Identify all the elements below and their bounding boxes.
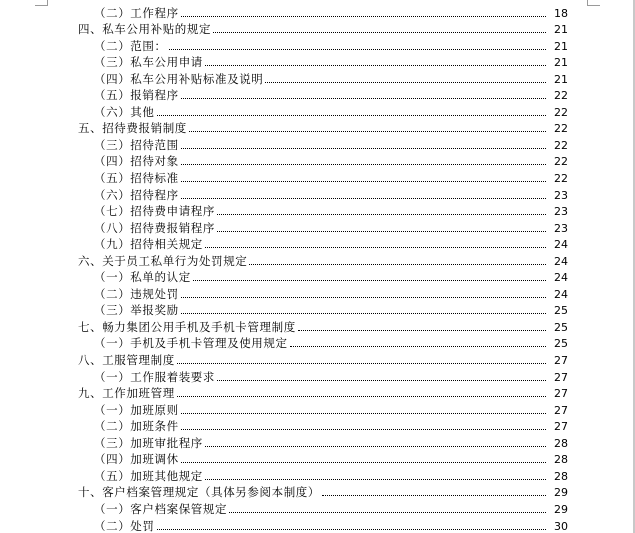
toc-entry[interactable] xyxy=(0,417,635,434)
toc-leader-dots xyxy=(217,367,546,381)
toc-entry[interactable] xyxy=(0,284,635,301)
toc-entry[interactable] xyxy=(0,3,635,20)
toc-entry[interactable] xyxy=(0,433,635,450)
toc-entry[interactable] xyxy=(0,516,635,533)
toc-entry-page: 21 xyxy=(554,39,568,53)
toc-entry-page: 29 xyxy=(554,502,568,516)
toc-entry-page: 27 xyxy=(554,370,568,384)
toc-leader-dots xyxy=(157,102,547,116)
toc-entry-label[interactable]: （三）私车公用申请 xyxy=(94,55,203,70)
toc-entry-label[interactable]: （二）范围： xyxy=(94,38,167,53)
toc-entry-page: 27 xyxy=(554,420,568,434)
toc-entry-page: 25 xyxy=(554,304,568,318)
toc-entry-page: 24 xyxy=(554,271,568,285)
toc-entry-page: 28 xyxy=(554,453,568,467)
toc-entry-label[interactable]: 十、客户档案管理规定（具体另参阅本制度） xyxy=(78,485,320,500)
toc-entry[interactable] xyxy=(0,36,635,53)
toc-entry[interactable] xyxy=(0,367,635,384)
toc-leader-dots xyxy=(181,416,546,430)
toc-entry[interactable] xyxy=(0,86,635,103)
toc-leader-dots xyxy=(177,383,546,397)
toc-entry[interactable] xyxy=(0,384,635,401)
toc-entry[interactable] xyxy=(0,301,635,318)
toc-leader-dots xyxy=(169,36,546,50)
toc-entry-label[interactable]: （六）招待程序 xyxy=(94,187,179,202)
toc-entry-label[interactable]: （八）招待费报销程序 xyxy=(94,220,215,235)
toc-leader-dots xyxy=(217,218,546,232)
toc-leader-dots xyxy=(213,19,546,33)
toc-entry[interactable] xyxy=(0,400,635,417)
toc-entry[interactable] xyxy=(0,53,635,70)
toc-entry-label[interactable]: （三）举报奖励 xyxy=(94,303,179,318)
toc-entry-page: 25 xyxy=(554,337,568,351)
toc-entry-label[interactable]: （三）招待范围 xyxy=(94,137,179,152)
toc-entry-page: 23 xyxy=(554,188,568,202)
toc-entry[interactable] xyxy=(0,334,635,351)
toc-leader-dots xyxy=(189,118,546,132)
toc-entry[interactable] xyxy=(0,69,635,86)
toc-entry-page: 21 xyxy=(554,23,568,37)
toc-entry-page: 30 xyxy=(554,519,568,533)
toc-entry-page: 24 xyxy=(554,238,568,252)
toc-entry-page: 22 xyxy=(554,138,568,152)
toc-leader-dots xyxy=(322,482,546,496)
toc-entry-label[interactable]: 六、关于员工私单行为处罚规定 xyxy=(78,253,248,268)
toc-entry[interactable] xyxy=(0,135,635,152)
toc-entry-label[interactable]: 九、工作加班管理 xyxy=(78,386,175,401)
toc-entry-label[interactable]: （九）招待相关规定 xyxy=(94,237,203,252)
toc-entry-label[interactable]: （五）招待标准 xyxy=(94,171,179,186)
toc-entry-label[interactable]: （五）加班其他规定 xyxy=(94,468,203,483)
toc-leader-dots xyxy=(205,433,546,447)
toc-entry-label[interactable]: （七）招待费申请程序 xyxy=(94,204,215,219)
toc-entry[interactable] xyxy=(0,466,635,483)
toc-leader-dots xyxy=(265,69,546,83)
toc-entry-label[interactable]: （六）其他 xyxy=(94,104,155,119)
toc-leader-dots xyxy=(290,333,546,347)
toc-entry[interactable] xyxy=(0,152,635,169)
toc-entry-label[interactable]: 八、工服管理制度 xyxy=(78,353,175,368)
toc-leader-dots xyxy=(205,52,546,66)
toc-entry-page: 21 xyxy=(554,72,568,86)
toc-entry-label[interactable]: （一）加班原则 xyxy=(94,402,179,417)
toc-entry[interactable] xyxy=(0,483,635,500)
toc-entry[interactable] xyxy=(0,317,635,334)
toc-entry-label[interactable]: （一）手机及手机卡管理及使用规定 xyxy=(94,336,288,351)
toc-leader-dots xyxy=(298,317,546,331)
toc-entry[interactable] xyxy=(0,218,635,235)
toc-leader-dots xyxy=(177,350,546,364)
toc-entry[interactable] xyxy=(0,350,635,367)
toc-entry[interactable] xyxy=(0,268,635,285)
toc-entry-page: 28 xyxy=(554,469,568,483)
toc-entry-page: 18 xyxy=(554,6,568,20)
toc-leader-dots xyxy=(205,234,546,248)
toc-entry-page: 21 xyxy=(554,56,568,70)
toc-entry-page: 22 xyxy=(554,172,568,186)
toc-entry-page: 28 xyxy=(554,436,568,450)
toc-leader-dots xyxy=(181,300,546,314)
toc-entry-page: 27 xyxy=(554,354,568,368)
toc-entry-label[interactable]: （二）工作程序 xyxy=(94,5,179,20)
toc-entry-label[interactable]: （一）客户档案保管规定 xyxy=(94,501,228,516)
toc-entry-label[interactable]: 五、招待费报销制度 xyxy=(78,121,187,136)
toc-entry-page: 22 xyxy=(554,105,568,119)
toc-entry-page: 27 xyxy=(554,387,568,401)
toc-entry-page: 22 xyxy=(554,122,568,136)
toc-entry-label[interactable]: 七、畅力集团公用手机及手机卡管理制度 xyxy=(78,319,296,334)
table-of-contents xyxy=(0,3,635,533)
toc-leader-dots xyxy=(181,400,546,414)
toc-entry-page: 29 xyxy=(554,486,568,500)
toc-leader-dots xyxy=(157,516,547,530)
toc-entry[interactable] xyxy=(0,450,635,467)
toc-entry-label[interactable]: （一）工作服着装要求 xyxy=(94,369,215,384)
toc-leader-dots xyxy=(193,267,546,281)
toc-entry-page: 22 xyxy=(554,89,568,103)
toc-entry[interactable] xyxy=(0,499,635,516)
toc-entry-page: 25 xyxy=(554,320,568,334)
toc-entry-label[interactable]: 四、私车公用补贴的规定 xyxy=(78,22,212,37)
toc-entry-page: 22 xyxy=(554,155,568,169)
toc-leader-dots xyxy=(181,284,546,298)
toc-entry[interactable] xyxy=(0,251,635,268)
toc-leader-dots xyxy=(205,466,546,480)
toc-entry-label[interactable]: （四）加班调休 xyxy=(94,452,179,467)
toc-entry-label[interactable]: （二）处罚 xyxy=(94,518,155,533)
toc-entry-page: 27 xyxy=(554,403,568,417)
toc-entry-page: 24 xyxy=(554,254,568,268)
toc-entry-label[interactable]: （一）私单的认定 xyxy=(94,270,191,285)
toc-entry-page: 24 xyxy=(554,287,568,301)
toc-entry-label[interactable]: （二）违规处罚 xyxy=(94,286,179,301)
toc-leader-dots xyxy=(181,135,546,149)
toc-entry[interactable] xyxy=(0,168,635,185)
toc-entry-label[interactable]: （三）加班审批程序 xyxy=(94,435,203,450)
toc-entry-page: 23 xyxy=(554,205,568,219)
toc-entry[interactable] xyxy=(0,185,635,202)
toc-leader-dots xyxy=(181,3,546,17)
toc-entry-label[interactable]: （五）报销程序 xyxy=(94,88,179,103)
toc-entry[interactable] xyxy=(0,119,635,136)
toc-leader-dots xyxy=(181,85,546,99)
toc-entry-label[interactable]: （四）招待对象 xyxy=(94,154,179,169)
toc-leader-dots xyxy=(249,251,546,265)
toc-entry[interactable] xyxy=(0,202,635,219)
toc-entry[interactable] xyxy=(0,235,635,252)
toc-leader-dots xyxy=(229,499,546,513)
toc-leader-dots xyxy=(181,449,546,463)
toc-leader-dots xyxy=(181,151,546,165)
toc-leader-dots xyxy=(181,185,546,199)
toc-entry-label[interactable]: （二）加班条件 xyxy=(94,419,179,434)
toc-leader-dots xyxy=(181,168,546,182)
toc-entry[interactable] xyxy=(0,20,635,37)
toc-entry[interactable] xyxy=(0,102,635,119)
toc-entry-page: 23 xyxy=(554,221,568,235)
toc-leader-dots xyxy=(217,201,546,215)
toc-entry-label[interactable]: （四）私车公用补贴标准及说明 xyxy=(94,71,264,86)
